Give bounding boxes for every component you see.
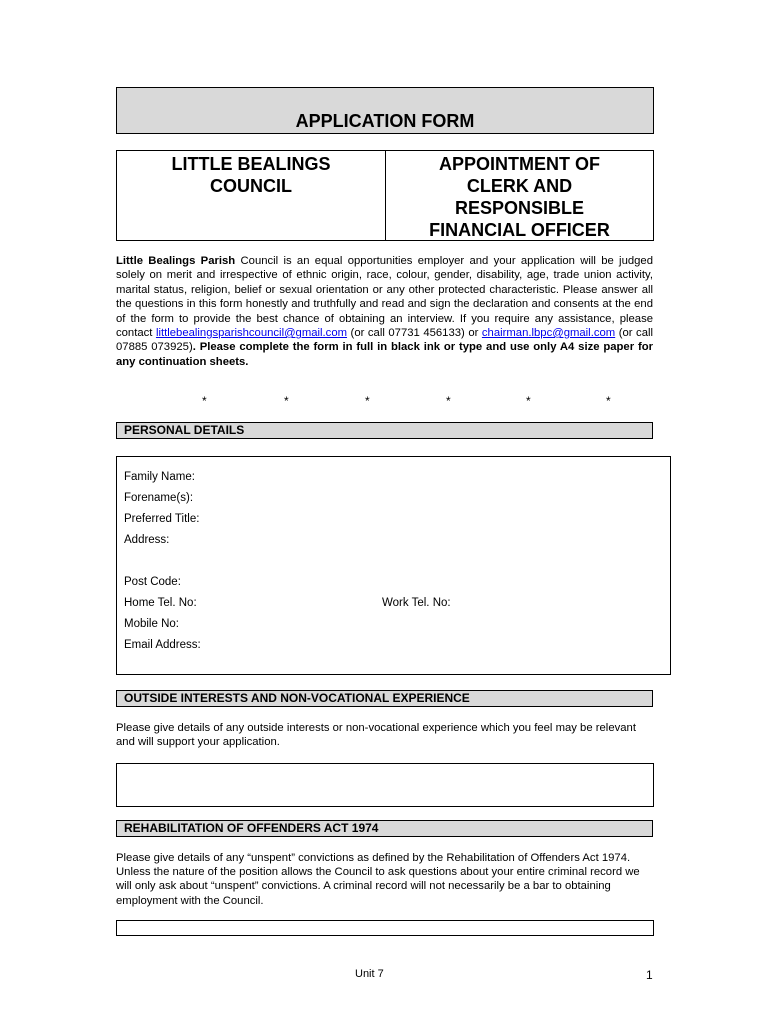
intro-text-2: (or call 07731 456133) or [347, 327, 482, 340]
rehabilitation-text: Please give details of any “unspent” convictions as defined by the Rehabilitation of Offenders Act 1974. Unless the nature of the position allows the Council to ask questions about your entire criminal record we will only ask about “unspent” convictions. A criminal record will not necessarily be a bar to obtaining employment with the Council. [116, 852, 640, 907]
position-title-line2: CLERK AND [466, 176, 573, 196]
post-code-label: Post Code: [124, 576, 181, 588]
separator-star: * [526, 394, 531, 408]
intro-paragraph [116, 254, 653, 369]
intro-text-1: Council is an equal opportunities employer and your application will be judged solely on merit and irrespective of ethnic origin, race, colour, gender, disability, age, trade union activity, marital status, religion, belief or sexual orientation or any other protected characteristic. Please answer all the questions in this form honestly and truthfully and read and sign the declaration and consents at the end of the form to provide the best chance of obtaining an interview. If you require any assistance, please contact [116, 255, 653, 340]
separator-star: * [606, 394, 611, 408]
footer-unit: Unit 7 [355, 968, 384, 980]
outside-interests-heading-bar [116, 690, 653, 707]
personal-details-heading: PERSONAL DETAILS [124, 423, 245, 437]
mobile-label: Mobile No: [124, 618, 179, 630]
position-title-cell [386, 151, 653, 240]
outside-interests-heading: OUTSIDE INTERESTS AND NON-VOCATIONAL EXPERIENCE [124, 691, 470, 705]
intro-text-3: (or call 07885 073925) [116, 327, 654, 354]
header-table [116, 150, 654, 241]
chairman-email-link[interactable]: chairman.lbpc@gmail.com [481, 327, 616, 340]
form-title: APPLICATION FORM [295, 111, 475, 131]
personal-details-heading-bar [116, 422, 653, 439]
clerk-email-link[interactable]: littlebealingsparishcouncil@gmail.com [155, 327, 348, 340]
intro-lead: Little Bealings Parish [116, 255, 236, 267]
position-title-line4: FINANCIAL OFFICER [429, 220, 610, 240]
separator-star: * [284, 394, 289, 408]
rehabilitation-heading-bar [116, 820, 653, 837]
rehabilitation-answer-box[interactable] [116, 920, 654, 936]
preferred-title-label: Preferred Title: [124, 513, 200, 525]
form-title-bar [116, 87, 654, 134]
page-number: 1 [646, 968, 653, 982]
outside-interests-text: Please give details of any outside interests or non-vocational experience which you feel may be relevant and will support your application. [116, 722, 636, 749]
rehabilitation-heading: REHABILITATION OF OFFENDERS ACT 1974 [124, 821, 379, 835]
intro-bold-instruction: . Please complete the form in full in black ink or type and use only A4 size paper for any continuation sheets. [116, 341, 654, 368]
outside-interests-answer-box[interactable] [116, 763, 654, 807]
work-tel-label: Work Tel. No: [382, 597, 451, 609]
family-name-label: Family Name: [124, 471, 195, 483]
council-name-line1: LITTLE BEALINGS [171, 154, 331, 174]
separator-star: * [202, 394, 207, 408]
star-separator [116, 394, 653, 408]
personal-details-box [116, 456, 671, 675]
council-name-cell [117, 151, 386, 240]
separator-star: * [446, 394, 451, 408]
council-name-line2: COUNCIL [210, 176, 292, 196]
position-title-line3: RESPONSIBLE [454, 198, 585, 218]
email-label: Email Address: [124, 639, 201, 651]
forenames-label: Forename(s): [124, 492, 194, 504]
address-label: Address: [124, 534, 170, 546]
separator-star: * [365, 394, 370, 408]
position-title-line1: APPOINTMENT OF [439, 154, 600, 174]
home-tel-label: Home Tel. No: [124, 597, 197, 609]
